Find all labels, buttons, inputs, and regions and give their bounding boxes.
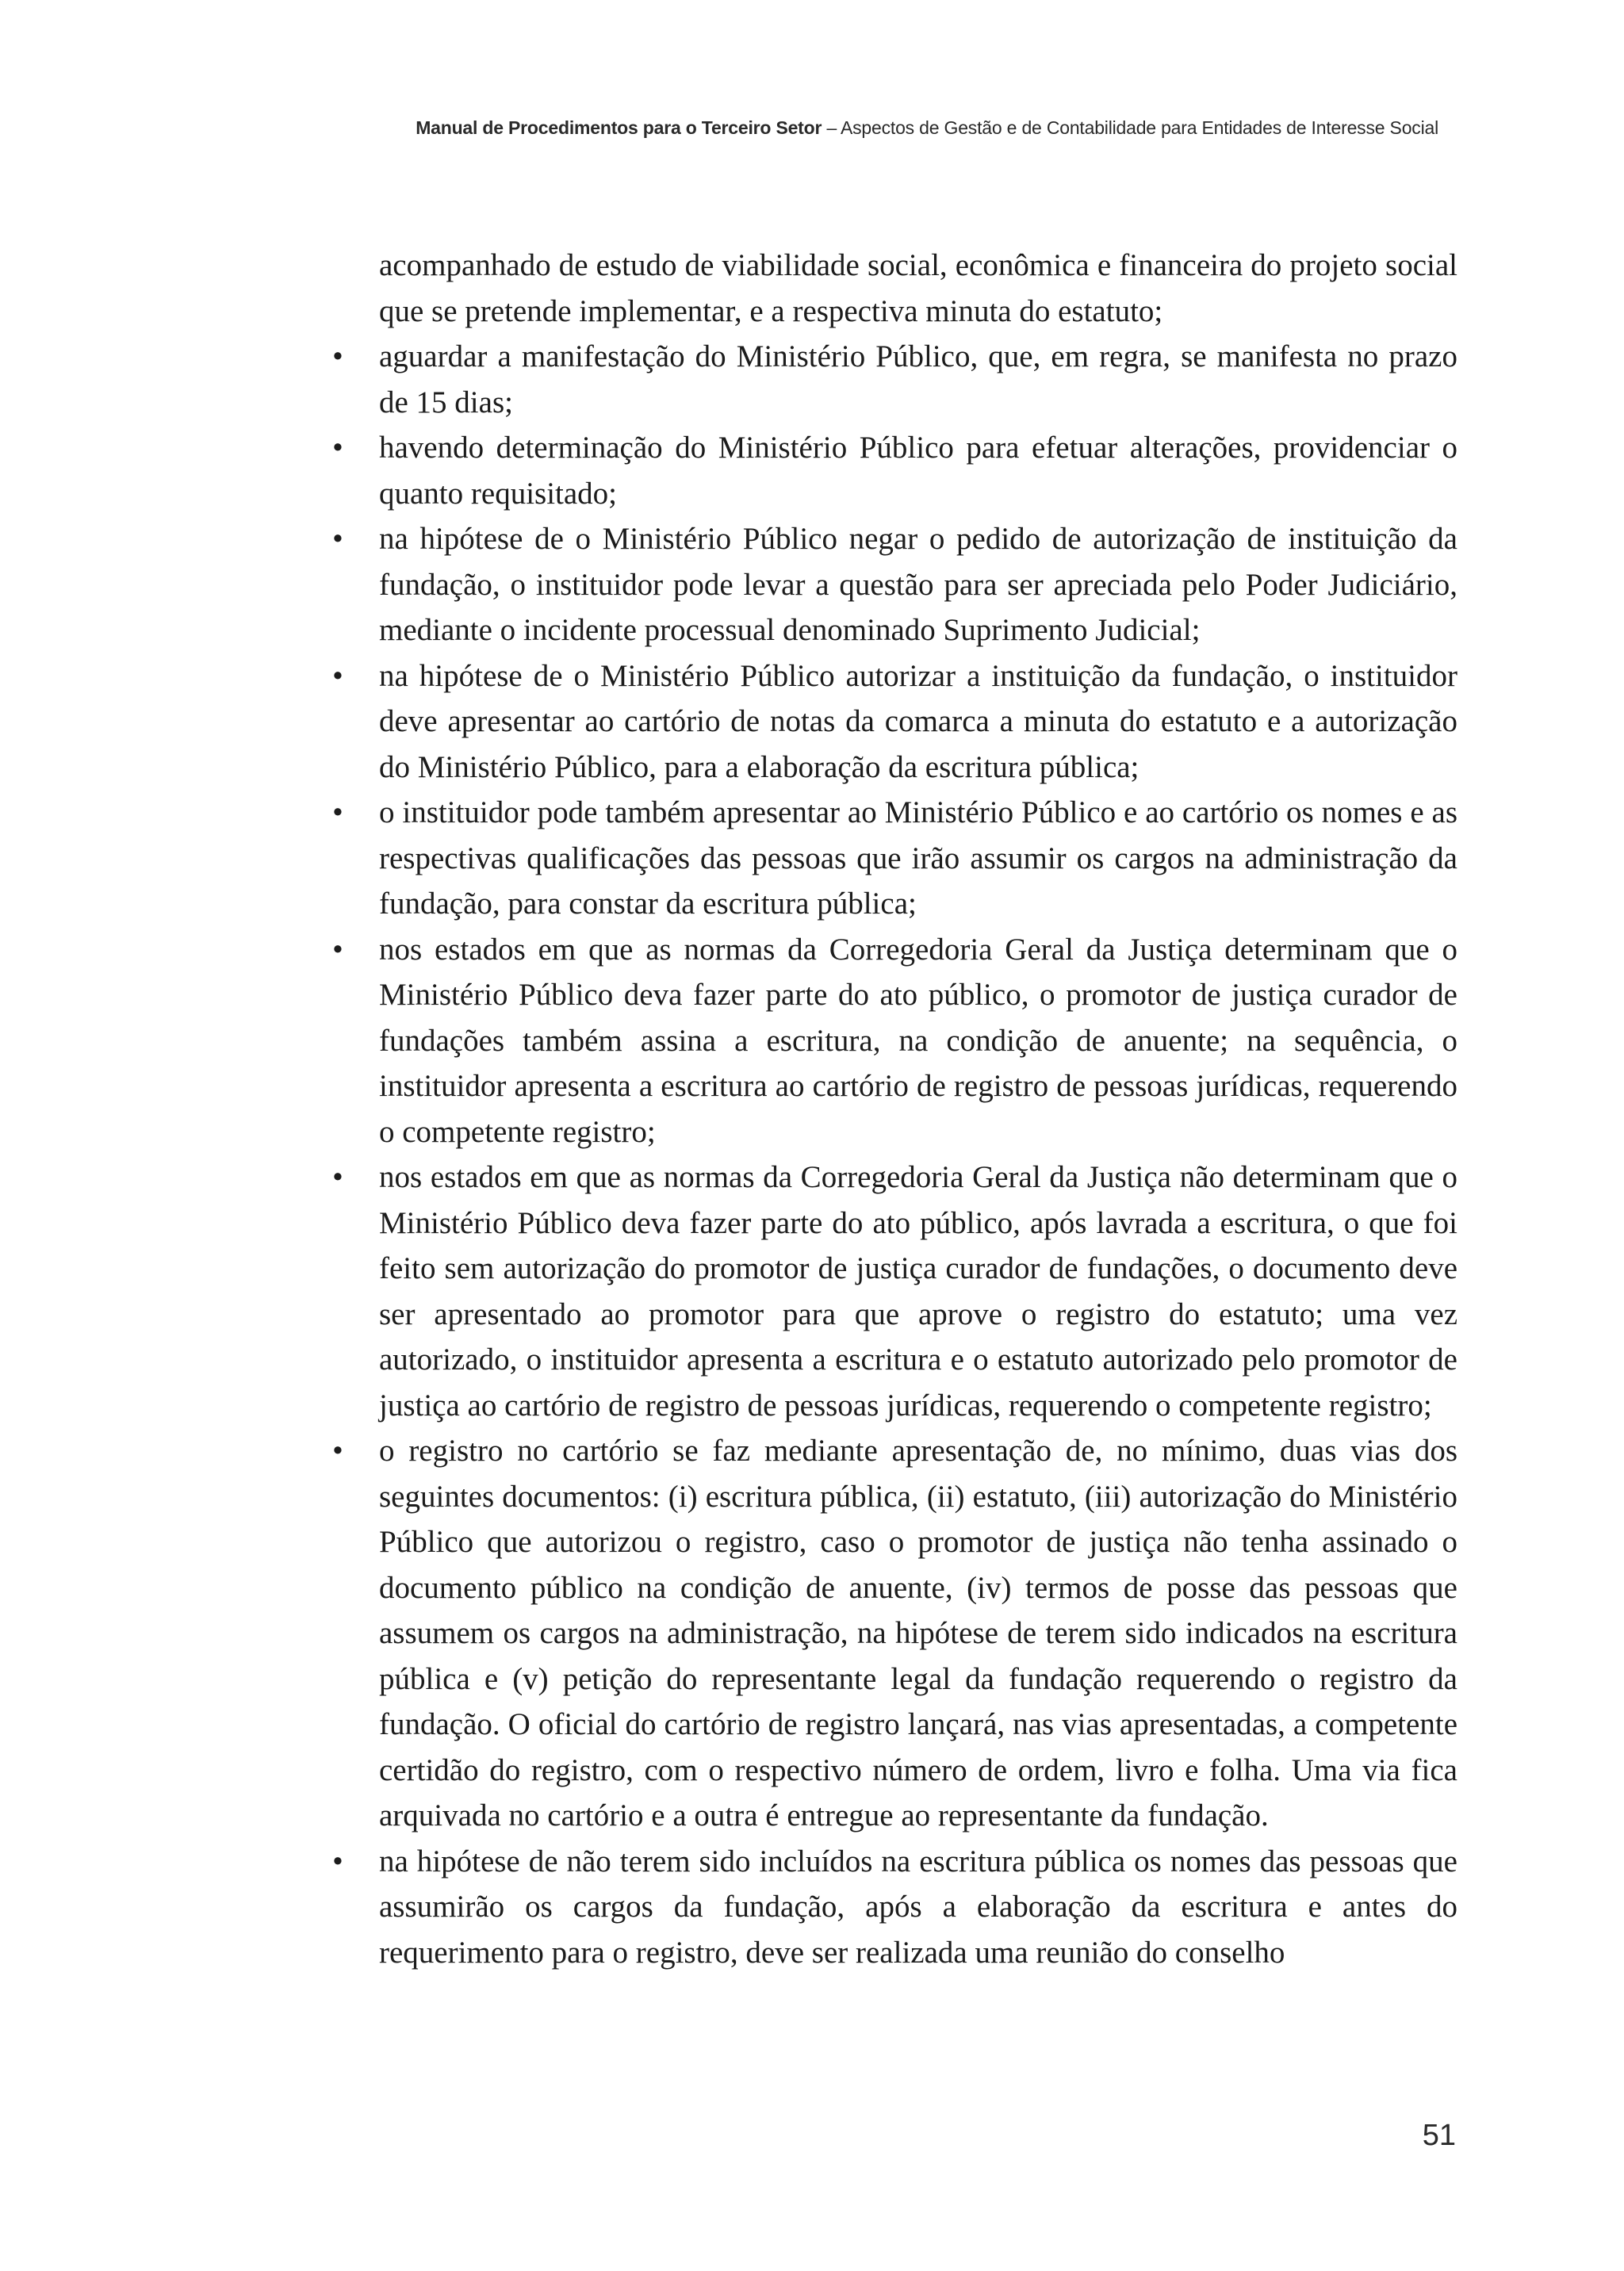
list-item-text: nos estados em que as normas da Corregedoria Geral da Justiça não determinam que o Ministério Público deva fazer parte do ato público, após lavrada a escritura, o que foi feito sem autorização do promotor de justiça curador de fundações, o documento deve ser apresentado ao promotor para que aprove o registro do estatuto; uma vez autorizado, o instituidor apresenta a escritura e o estatuto autorizado pelo promotor de justiça ao cartório de registro de pessoas jurídicas, requerendo o competente registro; <box>379 1160 1457 1423</box>
list-item-text: na hipótese de o Ministério Público negar o pedido de autorização de instituição da fundação, o instituidor pode levar a questão para ser apreciada pelo Poder Judiciário, mediante o incidente processual denominado Suprimento Judicial; <box>379 522 1457 647</box>
bullet-icon: • <box>332 932 343 967</box>
header-title: Manual de Procedimentos para o Terceiro Setor <box>416 117 822 138</box>
list-item <box>332 425 1457 516</box>
list-item <box>332 1839 1457 1976</box>
body-text <box>332 243 1457 1975</box>
header-subtitle: Aspectos de Gestão e de Contabilidade para Entidades de Interesse Social <box>840 117 1438 138</box>
page-number: 51 <box>1422 2119 1456 2152</box>
list-item <box>332 1155 1457 1428</box>
list-item-text: nos estados em que as normas da Corregedoria Geral da Justiça determinam que o Ministério Público deva fazer parte do ato público, o promotor de justiça curador de fundações também assina a escritura, na condição de anuente; na sequência, o instituidor apresenta a escritura ao cartório de registro de pessoas jurídicas, requerendo o competente registro; <box>379 932 1457 1149</box>
list-item-text: o registro no cartório se faz mediante apresentação de, no mínimo, duas vias dos seguintes documentos: (i) escritura pública, (ii) estatuto, (iii) autorização do Ministério Público que autorizou o registro, caso o promotor de justiça não tenha assinado o documento público na condição de anuente, (iv) termos de posse das pessoas que assumem os cargos na administração, na hipótese de terem sido indicados na escritura pública e (v) petição do representante legal da fundação requerendo o registro da fundação. O oficial do cartório de registro lançará, nas vias apresentadas, a competente certidão do registro, com o respectivo número de ordem, livro e folha. Uma via fica arquivada no cartório e a outra é entregue ao representante da fundação. <box>379 1434 1457 1833</box>
continuation-paragraph: acompanhado de estudo de viabilidade social, econômica e financeira do projeto social que se pretende implementar, e a respectiva minuta do estatuto; <box>379 248 1457 328</box>
list-item-text: na hipótese de não terem sido incluídos na escritura pública os nomes das pessoas que assumirão os cargos da fundação, após a elaboração da escritura e antes do requerimento para o registro, deve ser realizada uma reunião do conselho <box>379 1844 1457 1970</box>
bullet-icon: • <box>332 522 343 556</box>
list-item <box>332 790 1457 927</box>
list-item-text: aguardar a manifestação do Ministério Público, que, em regra, se manifesta no prazo de 15 dias; <box>379 339 1457 419</box>
bullet-icon: • <box>332 1844 343 1878</box>
list-item <box>332 927 1457 1155</box>
running-header <box>416 117 1438 139</box>
list-item-text: o instituidor pode também apresentar ao Ministério Público e ao cartório os nomes e as respectivas qualificações das pessoas que irão assumir os cargos na administração da fundação, para constar da escritura pública; <box>379 795 1457 921</box>
bullet-icon: • <box>332 1160 343 1194</box>
bullet-icon: • <box>332 339 343 373</box>
header-separator: – <box>822 117 841 138</box>
list-item-text: havendo determinação do Ministério Público para efetuar alterações, providenciar o quanto requisitado; <box>379 431 1457 511</box>
bullet-icon: • <box>332 658 343 693</box>
list-item <box>332 653 1457 791</box>
list-item <box>332 516 1457 653</box>
list-item <box>332 334 1457 425</box>
bullet-icon: • <box>332 1434 343 1468</box>
bullet-icon: • <box>332 795 343 829</box>
bullet-icon: • <box>332 431 343 465</box>
bullet-list <box>332 334 1457 1975</box>
list-item <box>332 1428 1457 1839</box>
list-item-text: na hipótese de o Ministério Público autorizar a instituição da fundação, o instituidor deve apresentar ao cartório de notas da comarca a minuta do estatuto e a autorização do Ministério Público, para a elaboração da escritura pública; <box>379 658 1457 784</box>
